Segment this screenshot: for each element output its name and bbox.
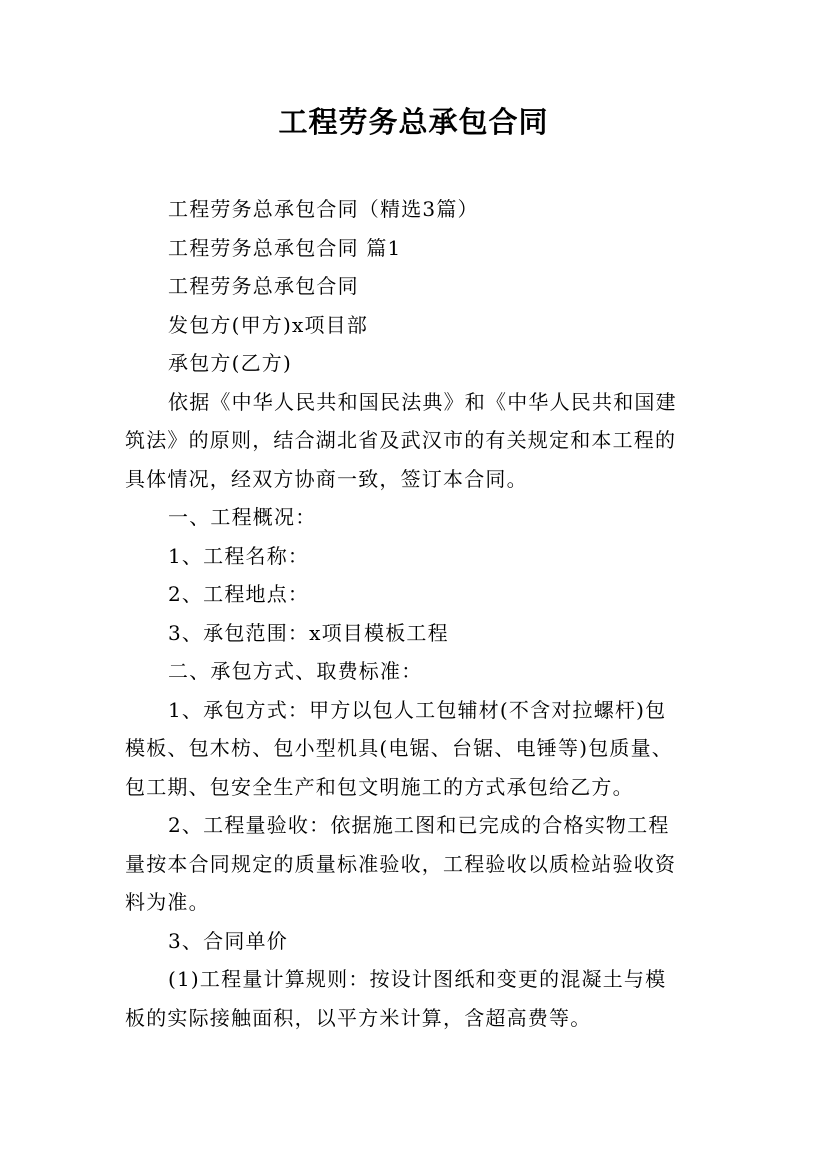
paragraph-line: 一、工程概况：: [168, 505, 317, 529]
paragraph-line: 模板、包木枋、包小型机具(电锯、台锯、电锤等)包质量、: [125, 736, 674, 760]
paragraph-line: (1)工程量计算规则：按设计图纸和变更的混凝土与模: [168, 967, 667, 991]
paragraph-line: 筑法》的原则，结合湖北省及武汉市的有关规定和本工程的: [125, 428, 677, 452]
paragraph-line: 料为准。: [125, 890, 210, 914]
paragraph-line: 承包方(乙方): [168, 351, 293, 375]
paragraph-line: 依据《中华人民共和国民法典》和《中华人民共和国建: [168, 389, 677, 414]
paragraph-line: 二、承包方式、取费标准：: [168, 659, 423, 683]
paragraph-line: 板的实际接触面积，以平方米计算，含超高费等。: [125, 1005, 592, 1030]
paragraph-line: 1、工程名称：: [168, 543, 310, 568]
paragraph-line: 发包方(甲方)x项目部: [168, 312, 369, 337]
paragraph-line: 具体情况，经双方协商一致，签订本合同。: [125, 466, 528, 491]
paragraph-line: 1、承包方式：甲方以包人工包辅材(不含对拉螺杆)包: [168, 697, 667, 722]
paragraph-line: 3、承包范围：x项目模板工程: [168, 620, 449, 645]
paragraph-line: 工程劳务总承包合同: [168, 274, 359, 298]
paragraph-line: 3、合同单价: [168, 928, 288, 953]
paragraph-line: 工程劳务总承包合同 篇1: [168, 235, 402, 260]
document-title: 工程劳务总承包合同: [278, 105, 549, 139]
paragraph-line: 2、工程地点：: [168, 582, 310, 606]
document-body: [125, 190, 710, 1037]
paragraph-line: 量按本合同规定的质量标准验收，工程验收以质检站验收资: [125, 851, 677, 876]
paragraph-line: 包工期、包安全生产和包文明施工的方式承包给乙方。: [125, 774, 634, 799]
paragraph-line: 2、工程量验收：依据施工图和已完成的合格实物工程: [168, 813, 670, 837]
paragraph-line: 工程劳务总承包合同（精选3篇）: [168, 197, 479, 221]
